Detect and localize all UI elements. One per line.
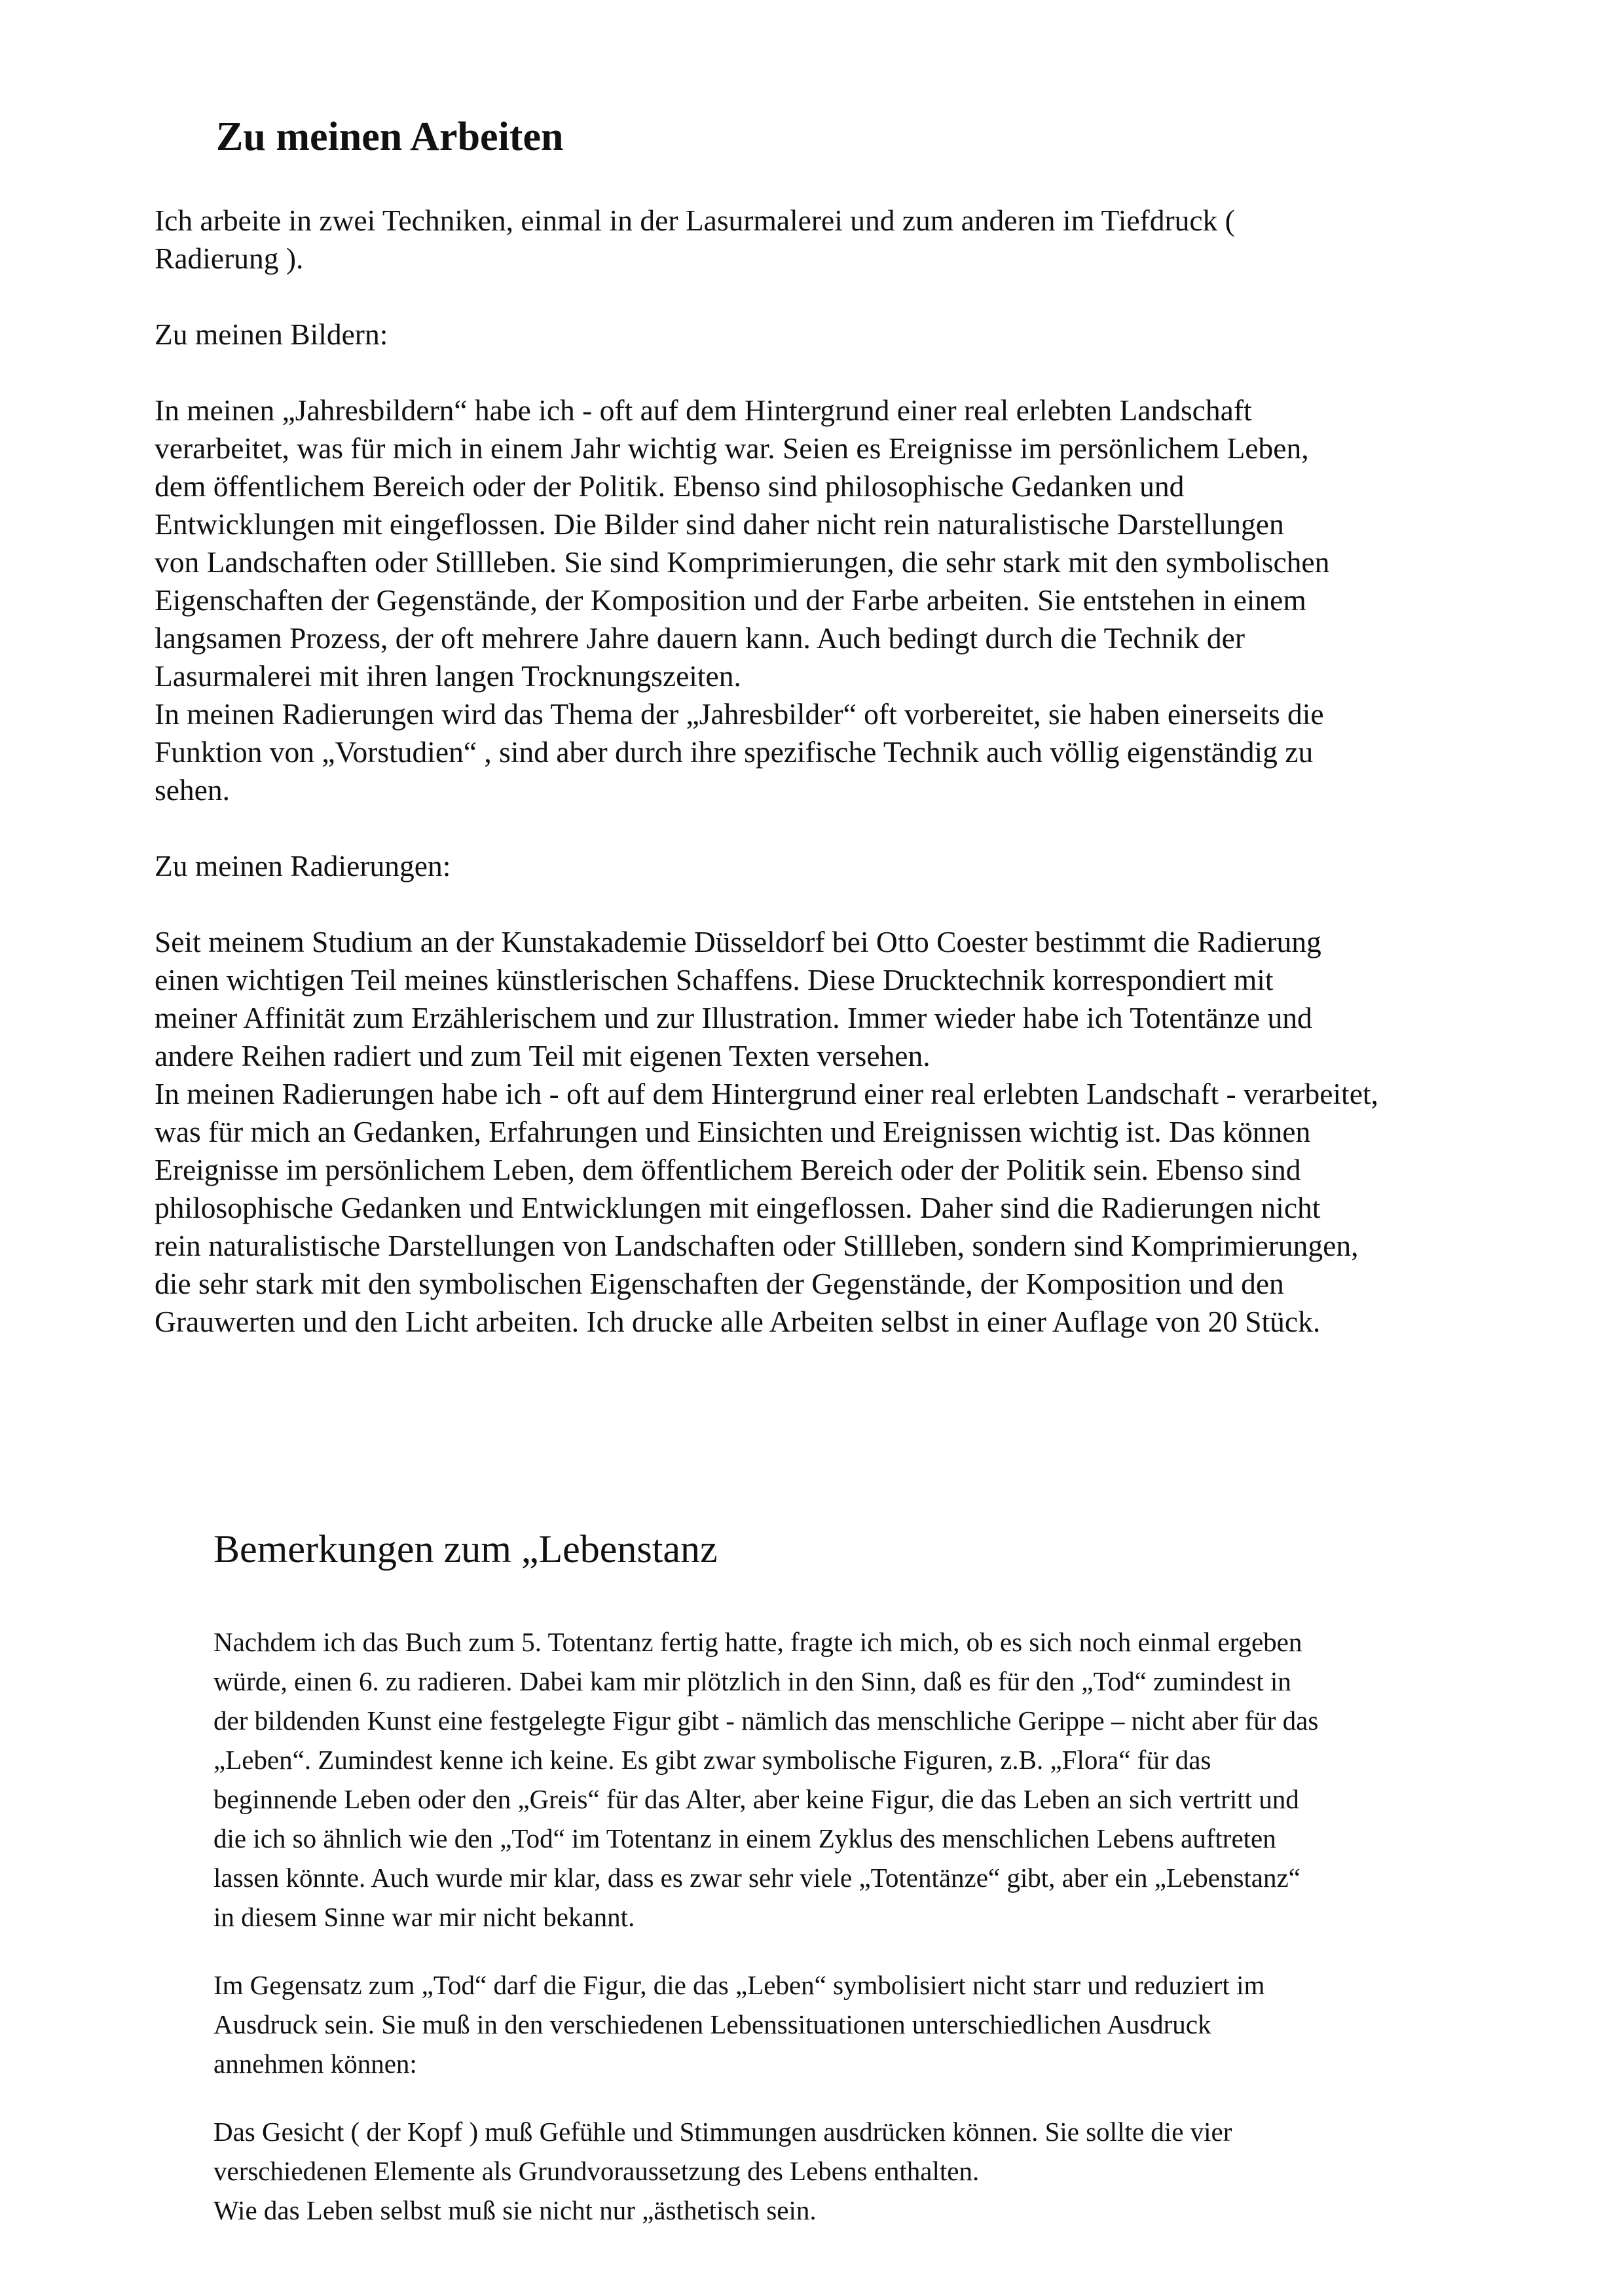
bilder-paragraph: In meinen „Jahresbildern“ habe ich - oft auf dem Hintergrund einer real erlebten Landschaft verarbeitet, was für mich in einem Jahr wichtig war. Seien es Ereignisse im persönlichem Leben, dem öffentlichem Bereich oder der Politik. Ebenso sind philosophische Gedanken und Entwicklungen mit eingeflossen. Die Bilder sind daher nicht rein naturalistische Darstellungen von Landschaften oder Stillleben. Sie sind Komprimierungen, die sehr stark mit den symbolischen Eigenschaften der Gegenstände, der Komposition und der Farbe arbeiten. Sie entstehen in einem langsamen Prozess, der oft mehrere Jahre dauern kann. Auch bedingt durch die Technik der Lasurmalerei mit ihren langen Trocknungszeiten. In meinen Radierungen wird das Thema der „Jahresbilder“ oft vorbereitet, sie haben einerseits die Funktion von „Vorstudien“ , sind aber durch ihre spezifische Technik auch völlig eigenständig zu sehen. bbox=[155, 393, 1330, 807]
section-body-lebenstanz bbox=[213, 1622, 1523, 2230]
lebenstanz-paragraph-2: Im Gegensatz zum „Tod“ darf die Figur, die das „Leben“ symbolisiert nicht starr und reduziert im Ausdruck sein. Sie muß in den verschiedenen Lebenssituationen unterschiedlichen Ausdruck annehmen können: bbox=[213, 1970, 1265, 2079]
section-title-arbeiten: Zu meinen Arbeiten bbox=[216, 115, 564, 159]
section-title-lebenstanz: Bemerkungen zum „Lebenstanz bbox=[213, 1527, 718, 1571]
bilder-heading: Zu meinen Bildern: bbox=[155, 318, 388, 351]
lebenstanz-paragraph-1: Nachdem ich das Buch zum 5. Totentanz fertig hatte, fragte ich mich, ob es sich noch einmal ergeben würde, einen 6. zu radieren. Dabei kam mir plötzlich in den Sinn, daß es für den „Tod“ zumindest in der bildenden Kunst eine festgelegte Figur gibt - nämlich das menschliche Gerippe – nicht aber für das „Leben“. Zumindest kenne ich keine. Es gibt zwar symbolische Figuren, z.B. „Flora“ für das beginnende Leben oder den „Greis“ für das Alter, aber keine Figur, die das Leben an sich vertritt und die ich so ähnlich wie den „Tod“ im Totentanz in einem Zyklus des menschlichen Lebens auftreten lassen könnte. Auch wurde mir klar, dass es zwar sehr viele „Totentänze“ gibt, aber ein „Lebenstanz“ in diesem Sinne war mir nicht bekannt. bbox=[213, 1627, 1319, 1932]
radierungen-heading: Zu meinen Radierungen: bbox=[155, 849, 451, 883]
section-body-arbeiten bbox=[155, 202, 1576, 1341]
lebenstanz-paragraph-3: Das Gesicht ( der Kopf ) muß Gefühle und Stimmungen ausdrücken können. Sie sollte die vier verschiedenen Elemente als Grundvoraussetzung des Lebens enthalten. Wie das Leben selbst muß sie nicht nur „ästhetisch sein. bbox=[213, 2117, 1232, 2225]
radierungen-paragraph: Seit meinem Studium an der Kunstakademie Düsseldorf bei Otto Coester bestimmt die Radierung einen wichtigen Teil meines künstlerischen Schaffens. Diese Drucktechnik korrespondiert mit meiner Affinität zum Erzählerischem und zur Illustration. Immer wieder habe ich Totentänze und andere Reihen radiert und zum Teil mit eigenen Texten versehen. In meinen Radierungen habe ich - oft auf dem Hintergrund einer real erlebten Landschaft - verarbeitet, was für mich an Gedanken, Erfahrungen und Einsichten und Ereignissen wichtig ist. Das können Ereignisse im persönlichem Leben, dem öffentlichem Bereich oder der Politik sein. Ebenso sind philosophische Gedanken und Entwicklungen mit eingeflossen. Daher sind die Radierungen nicht rein naturalistische Darstellungen von Landschaften oder Stillleben, sondern sind Komprimierungen, die sehr stark mit den symbolischen Eigenschaften der Gegenstände, der Komposition und den Grauwerten und den Licht arbeiten. Ich drucke alle Arbeiten selbst in einer Auflage von 20 Stück. bbox=[155, 925, 1378, 1338]
intro-paragraph: Ich arbeite in zwei Techniken, einmal in der Lasurmalerei und zum anderen im Tiefdruck ( Radierung ). bbox=[155, 204, 1235, 275]
